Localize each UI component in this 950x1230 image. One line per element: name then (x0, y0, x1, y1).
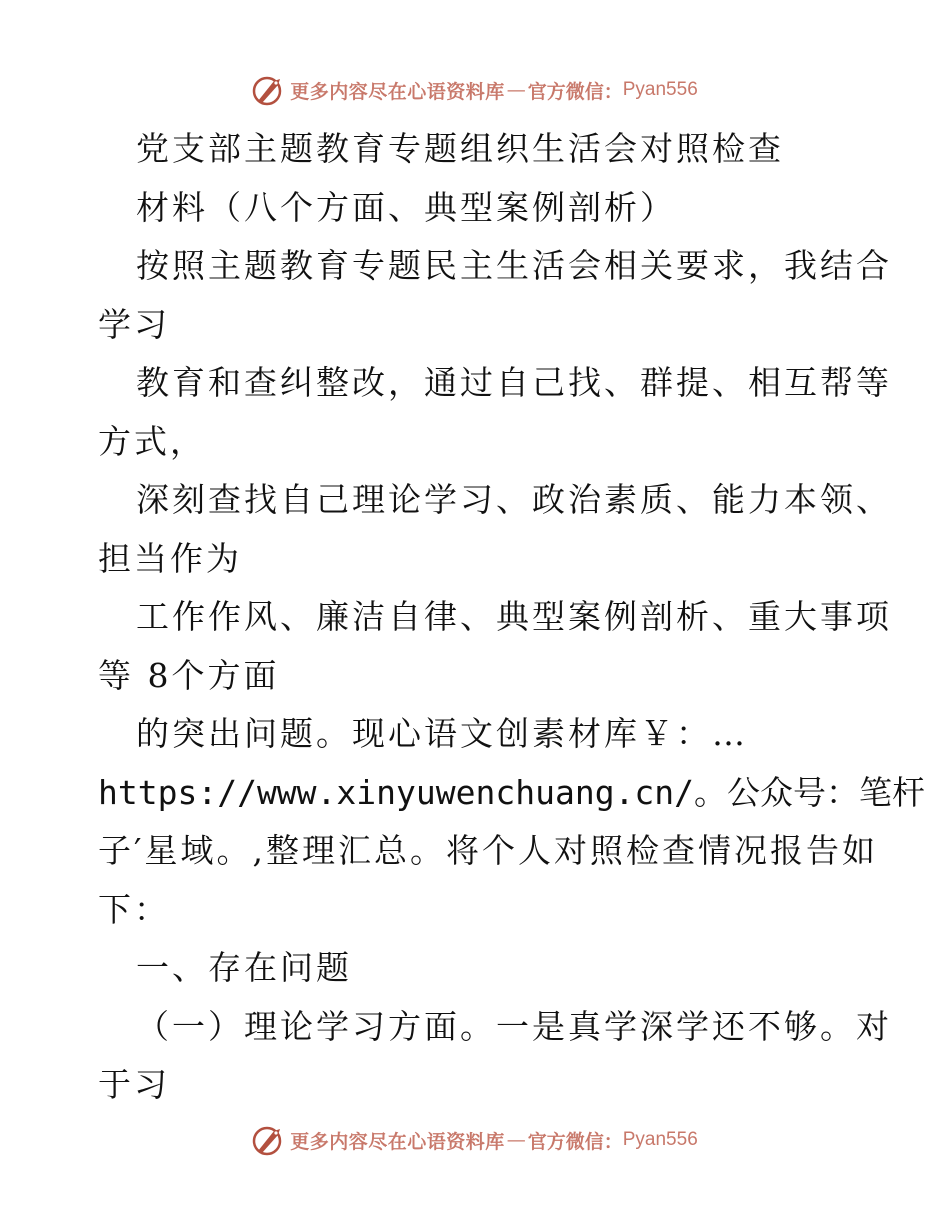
doc-line-14: 下： (98, 889, 170, 929)
doc-line-3: 按照主题教育专题民主生活会相关要求，我结合 (136, 246, 892, 285)
doc-line-url: https://www.xinyuwenchuang.cn/。公众号：笔杆 (98, 772, 926, 812)
doc-line-9: 工作作风、廉洁自律、典型案例剖析、重大事项 (136, 597, 892, 636)
doc-line-17: 于习 (98, 1065, 170, 1104)
banner-text: 更多内容尽在心语资料库 (290, 80, 505, 103)
banner-wechat-id: Pyan556 (622, 1129, 698, 1150)
banner-wechat-label: 官方微信： (527, 1130, 623, 1153)
doc-line-5: 教育和查纠整改，通过自己找、群提、相互帮等 (136, 363, 892, 402)
doc-line-13: 子′星域。,整理汇总。将个人对照检查情况报告如 (98, 831, 878, 870)
banner-text: 更多内容尽在心语资料库 (290, 1130, 505, 1153)
doc-line-10: 等 8个方面 (98, 655, 280, 695)
document-body (98, 120, 926, 1115)
doc-line-7: 深刻查找自己理论学习、政治素质、能力本领、 (136, 480, 892, 519)
banner-dash: — (506, 79, 526, 101)
doc-line-title-2: 材料（八个方面、典型案例剖析） (136, 187, 676, 227)
banner-wechat-label: 官方微信： (527, 80, 623, 103)
doc-line-16: （一）理论学习方面。一是真学深学还不够。对 (136, 1006, 892, 1046)
pen-nib-circle-icon (252, 73, 286, 107)
doc-section-heading: 一、存在问题 (136, 948, 352, 987)
doc-line-11: 的突出问题。现心语文创素材库￥：… (136, 714, 748, 753)
banner-wechat-id: Pyan556 (622, 79, 698, 100)
doc-line-title-1: 党支部主题教育专题组织生活会对照检查 (136, 129, 784, 168)
doc-line-8: 担当作为 (98, 538, 242, 578)
banner-dash: — (506, 1129, 526, 1151)
header-watermark-banner (0, 70, 950, 110)
footer-watermark-banner (0, 1120, 950, 1160)
doc-line-6: 方式， (98, 421, 206, 461)
doc-line-4: 学习 (98, 304, 170, 344)
pen-nib-circle-icon (252, 1123, 286, 1157)
